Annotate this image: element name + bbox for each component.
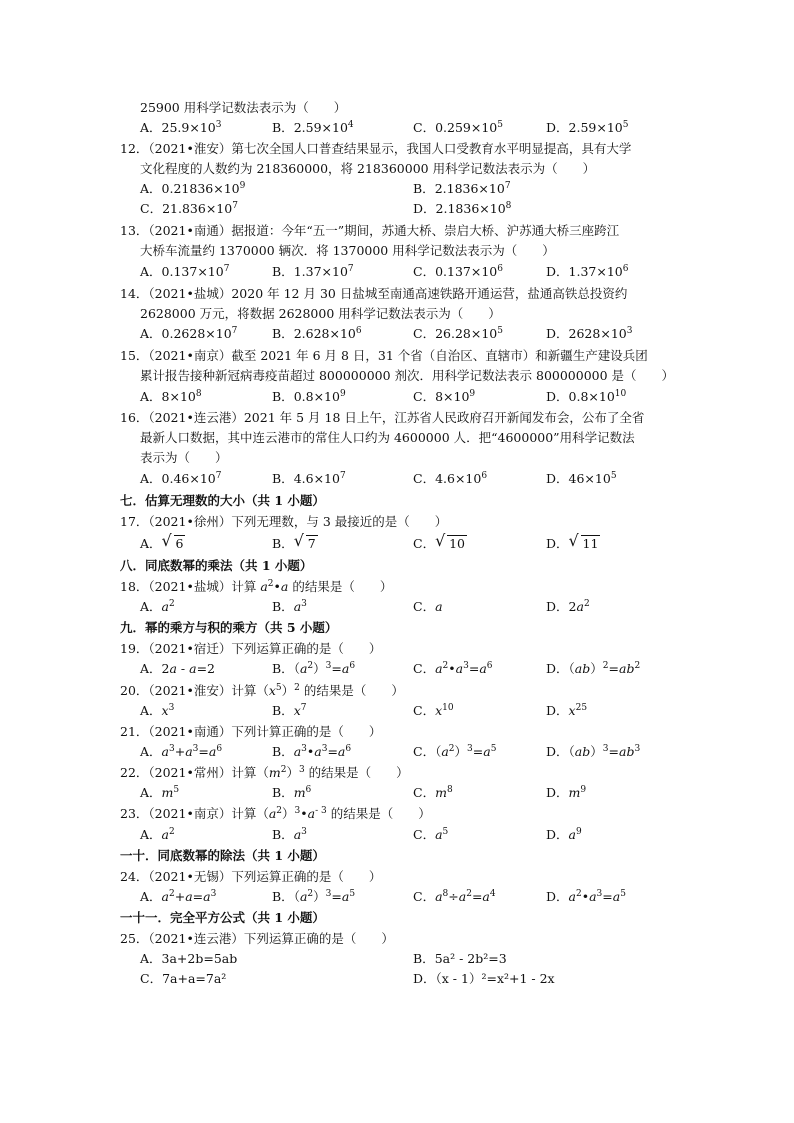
q14-stem-line1: 14．（2021•盐城）2020 年 12 月 30 日盐城至南通高速铁路开通运营，盐通高铁总投资约 <box>120 286 628 301</box>
q19-stem: 19．（2021•宿迁）下列运算正确的是（ ） <box>120 641 382 656</box>
section-9-heading: 九．幂的乘方与积的乘方（共 5 小题） <box>120 620 338 635</box>
q17-stem: 17．（2021•徐州）下列无理数，与 3 最接近的是（ ） <box>120 514 448 529</box>
q11-option-b[interactable]: B．$2.59\times 10^4$ <box>272 120 354 135</box>
q15-stem-line2: 累计报告接种新冠病毒疫苗超过 800000000 剂次．用科学记数法表示 800000000 是（ ） <box>140 368 675 383</box>
q24-stem: 24．（2021•无锡）下列运算正确的是（ ） <box>120 869 382 884</box>
q14-stem-line2: 2628000 万元，将数据 2628000 用科学记数法表示为（ ） <box>140 306 501 321</box>
q16-option-b[interactable]: B．$4.6\times 10^7$ <box>272 471 346 486</box>
q17-option-c[interactable]: C．√ 10 <box>413 536 467 552</box>
q21-option-c[interactable]: C．$(a^2)^3=a^5$ <box>413 744 497 759</box>
q20-option-b[interactable]: B．$x^7$ <box>272 703 307 718</box>
q25-option-c[interactable]: C．7a+a=7a² <box>140 971 227 986</box>
q20-option-d[interactable]: D．$x^{25}$ <box>546 703 588 718</box>
q24-option-c[interactable]: C．$a^8\div a^2=a^4$ <box>413 889 496 904</box>
q12-option-c[interactable]: C．$21.836\times 10^7$ <box>140 201 238 216</box>
section-11-heading: 一十一．完全平方公式（共 1 小题） <box>120 910 325 925</box>
q21-option-b[interactable]: B．$a^3•a^3=a^6$ <box>272 744 352 759</box>
q17-option-b[interactable]: B．√ 7 <box>272 536 318 552</box>
q21-option-d[interactable]: D．$(ab)^3=ab^3$ <box>546 744 641 759</box>
section-10-heading: 一十．同底数幂的除法（共 1 小题） <box>120 848 325 863</box>
q20-option-c[interactable]: C．$x^{10}$ <box>413 703 454 718</box>
q25-option-d[interactable]: D．（x - 1）²=x²+1 - 2x <box>413 971 555 986</box>
q13-option-d[interactable]: D．$1.37\times 10^6$ <box>546 264 629 279</box>
q14-option-c[interactable]: C．$26.28\times 10^5$ <box>413 326 503 341</box>
q12-option-d[interactable]: D．$2.1836\times 10^8$ <box>413 201 512 216</box>
q23-option-b[interactable]: B．$a^3$ <box>272 827 307 842</box>
q16-option-c[interactable]: C．$4.6\times 10^6$ <box>413 471 488 486</box>
q17-option-d[interactable]: D．√ 11 <box>546 536 600 552</box>
q11-stem-tail: 25900 用科学记数法表示为（ ） <box>140 100 347 115</box>
q23-stem: 23．（2021•南京）计算$(a^2)^3•a^{- 3}$ 的结果是（ ） <box>120 806 431 821</box>
q20-option-a[interactable]: A．$x^3$ <box>140 703 175 718</box>
q16-option-a[interactable]: A．$0.46\times 10^7$ <box>140 471 222 486</box>
q22-stem: 22．（2021•常州）计算$(m^2)^3$ 的结果是（ ） <box>120 765 409 780</box>
q15-option-a[interactable]: A．$8\times 10^8$ <box>140 389 202 404</box>
q16-option-d[interactable]: D．$46\times 10^5$ <box>546 471 617 486</box>
q23-option-d[interactable]: D．$a^9$ <box>546 827 582 842</box>
q21-stem: 21．（2021•南通）下列计算正确的是（ ） <box>120 724 382 739</box>
q18-option-c[interactable]: C．a <box>413 599 443 614</box>
q13-option-b[interactable]: B．$1.37\times 10^7$ <box>272 264 354 279</box>
section-8-heading: 八．同底数幂的乘法（共 1 小题） <box>120 558 313 573</box>
q20-stem: 20．（2021•淮安）计算$(x^5)^2$ 的结果是（ ） <box>120 683 404 698</box>
q22-option-a[interactable]: A．$m^5$ <box>140 785 180 800</box>
q23-option-a[interactable]: A．$a^2$ <box>140 827 175 842</box>
q12-stem-line1: 12．（2021•淮安）第七次全国人口普查结果显示，我国人口受教育水平明显提高，具有大学 <box>120 141 632 156</box>
q13-stem-line2: 大桥车流量约 1370000 辆次．将 1370000 用科学记数法表示为（ ） <box>140 243 555 258</box>
q25-stem: 25．（2021•连云港）下列运算正确的是（ ） <box>120 931 394 946</box>
q12-option-b[interactable]: B．$2.1836\times 10^7$ <box>413 181 511 196</box>
q22-option-c[interactable]: C．$m^8$ <box>413 785 453 800</box>
section-7-heading: 七．估算无理数的大小（共 1 小题） <box>120 493 325 508</box>
q13-stem-line1: 13．（2021•南通）据报道：今年“五一”期间，苏通大桥、崇启大桥、沪苏通大桥三座跨江 <box>120 223 620 238</box>
q18-option-a[interactable]: A．$a^2$ <box>140 599 175 614</box>
q18-option-b[interactable]: B．$a^3$ <box>272 599 307 614</box>
q24-option-b[interactable]: B．$(a^2)^3=a^5$ <box>272 889 356 904</box>
q23-option-c[interactable]: C．$a^5$ <box>413 827 449 842</box>
q11-option-d[interactable]: D．$2.59\times 10^5$ <box>546 120 629 135</box>
q22-option-d[interactable]: D．$m^9$ <box>546 785 587 800</box>
q11-option-a[interactable]: A．$25.9\times 10^3$ <box>140 120 222 135</box>
q16-stem-line3: 表示为（ ） <box>140 450 228 465</box>
q19-option-a[interactable]: A．2a - a=2 <box>140 661 215 676</box>
q17-option-a[interactable]: A．√ 6 <box>140 536 185 552</box>
q14-option-b[interactable]: B．$2.628\times 10^6$ <box>272 326 362 341</box>
q13-option-c[interactable]: C．$0.137\times 10^6$ <box>413 264 503 279</box>
q15-option-c[interactable]: C．$8\times 10^9$ <box>413 389 476 404</box>
q16-stem-line1: 16．（2021•连云港）2021 年 5 月 18 日上午，江苏省人民政府召开新闻发布会，公布了全省 <box>120 410 645 425</box>
q24-option-a[interactable]: A．$a^2+a=a^3$ <box>140 889 217 904</box>
q15-option-b[interactable]: B．$0.8\times 10^9$ <box>272 389 346 404</box>
q24-option-d[interactable]: D．$a^2•a^3=a^5$ <box>546 889 626 904</box>
q15-option-d[interactable]: D．$0.8\times 10^{10}$ <box>546 389 627 404</box>
q12-option-a[interactable]: A．$0.21836\times 10^9$ <box>140 181 246 196</box>
q25-option-a[interactable]: A．3a+2b=5ab <box>140 951 238 966</box>
q19-option-d[interactable]: D．$(ab)^2=ab^2$ <box>546 661 641 676</box>
q11-option-c[interactable]: C．$0.259\times 10^5$ <box>413 120 503 135</box>
q13-option-a[interactable]: A．$0.137\times 10^7$ <box>140 264 230 279</box>
q12-stem-line2: 文化程度的人数约为 218360000，将 218360000 用科学记数法表示为（ ） <box>140 161 596 176</box>
q18-option-d[interactable]: D．$2a^2$ <box>546 599 590 614</box>
q19-option-b[interactable]: B．$(a^2)^3=a^6$ <box>272 661 356 676</box>
q15-stem-line1: 15．（2021•南京）截至 2021 年 6 月 8 日，31 个省（自治区、直辖市）和新疆生产建设兵团 <box>120 348 648 363</box>
q25-option-b[interactable]: B．5a² - 2b²=3 <box>413 951 507 966</box>
q18-stem: 18．（2021•盐城）计算 $a^2•a$ 的结果是（ ） <box>120 579 393 594</box>
q22-option-b[interactable]: B．$m^6$ <box>272 785 312 800</box>
q14-option-a[interactable]: A．$0.2628\times 10^7$ <box>140 326 238 341</box>
q14-option-d[interactable]: D．$2628\times 10^3$ <box>546 326 633 341</box>
q16-stem-line2: 最新人口数据，其中连云港市的常住人口约为 4600000 人．把“4600000”用科学记数法 <box>140 430 635 445</box>
q21-option-a[interactable]: A．$a^3+a^3=a^6$ <box>140 744 223 759</box>
q19-option-c[interactable]: C．$a^2•a^3=a^6$ <box>413 661 493 676</box>
